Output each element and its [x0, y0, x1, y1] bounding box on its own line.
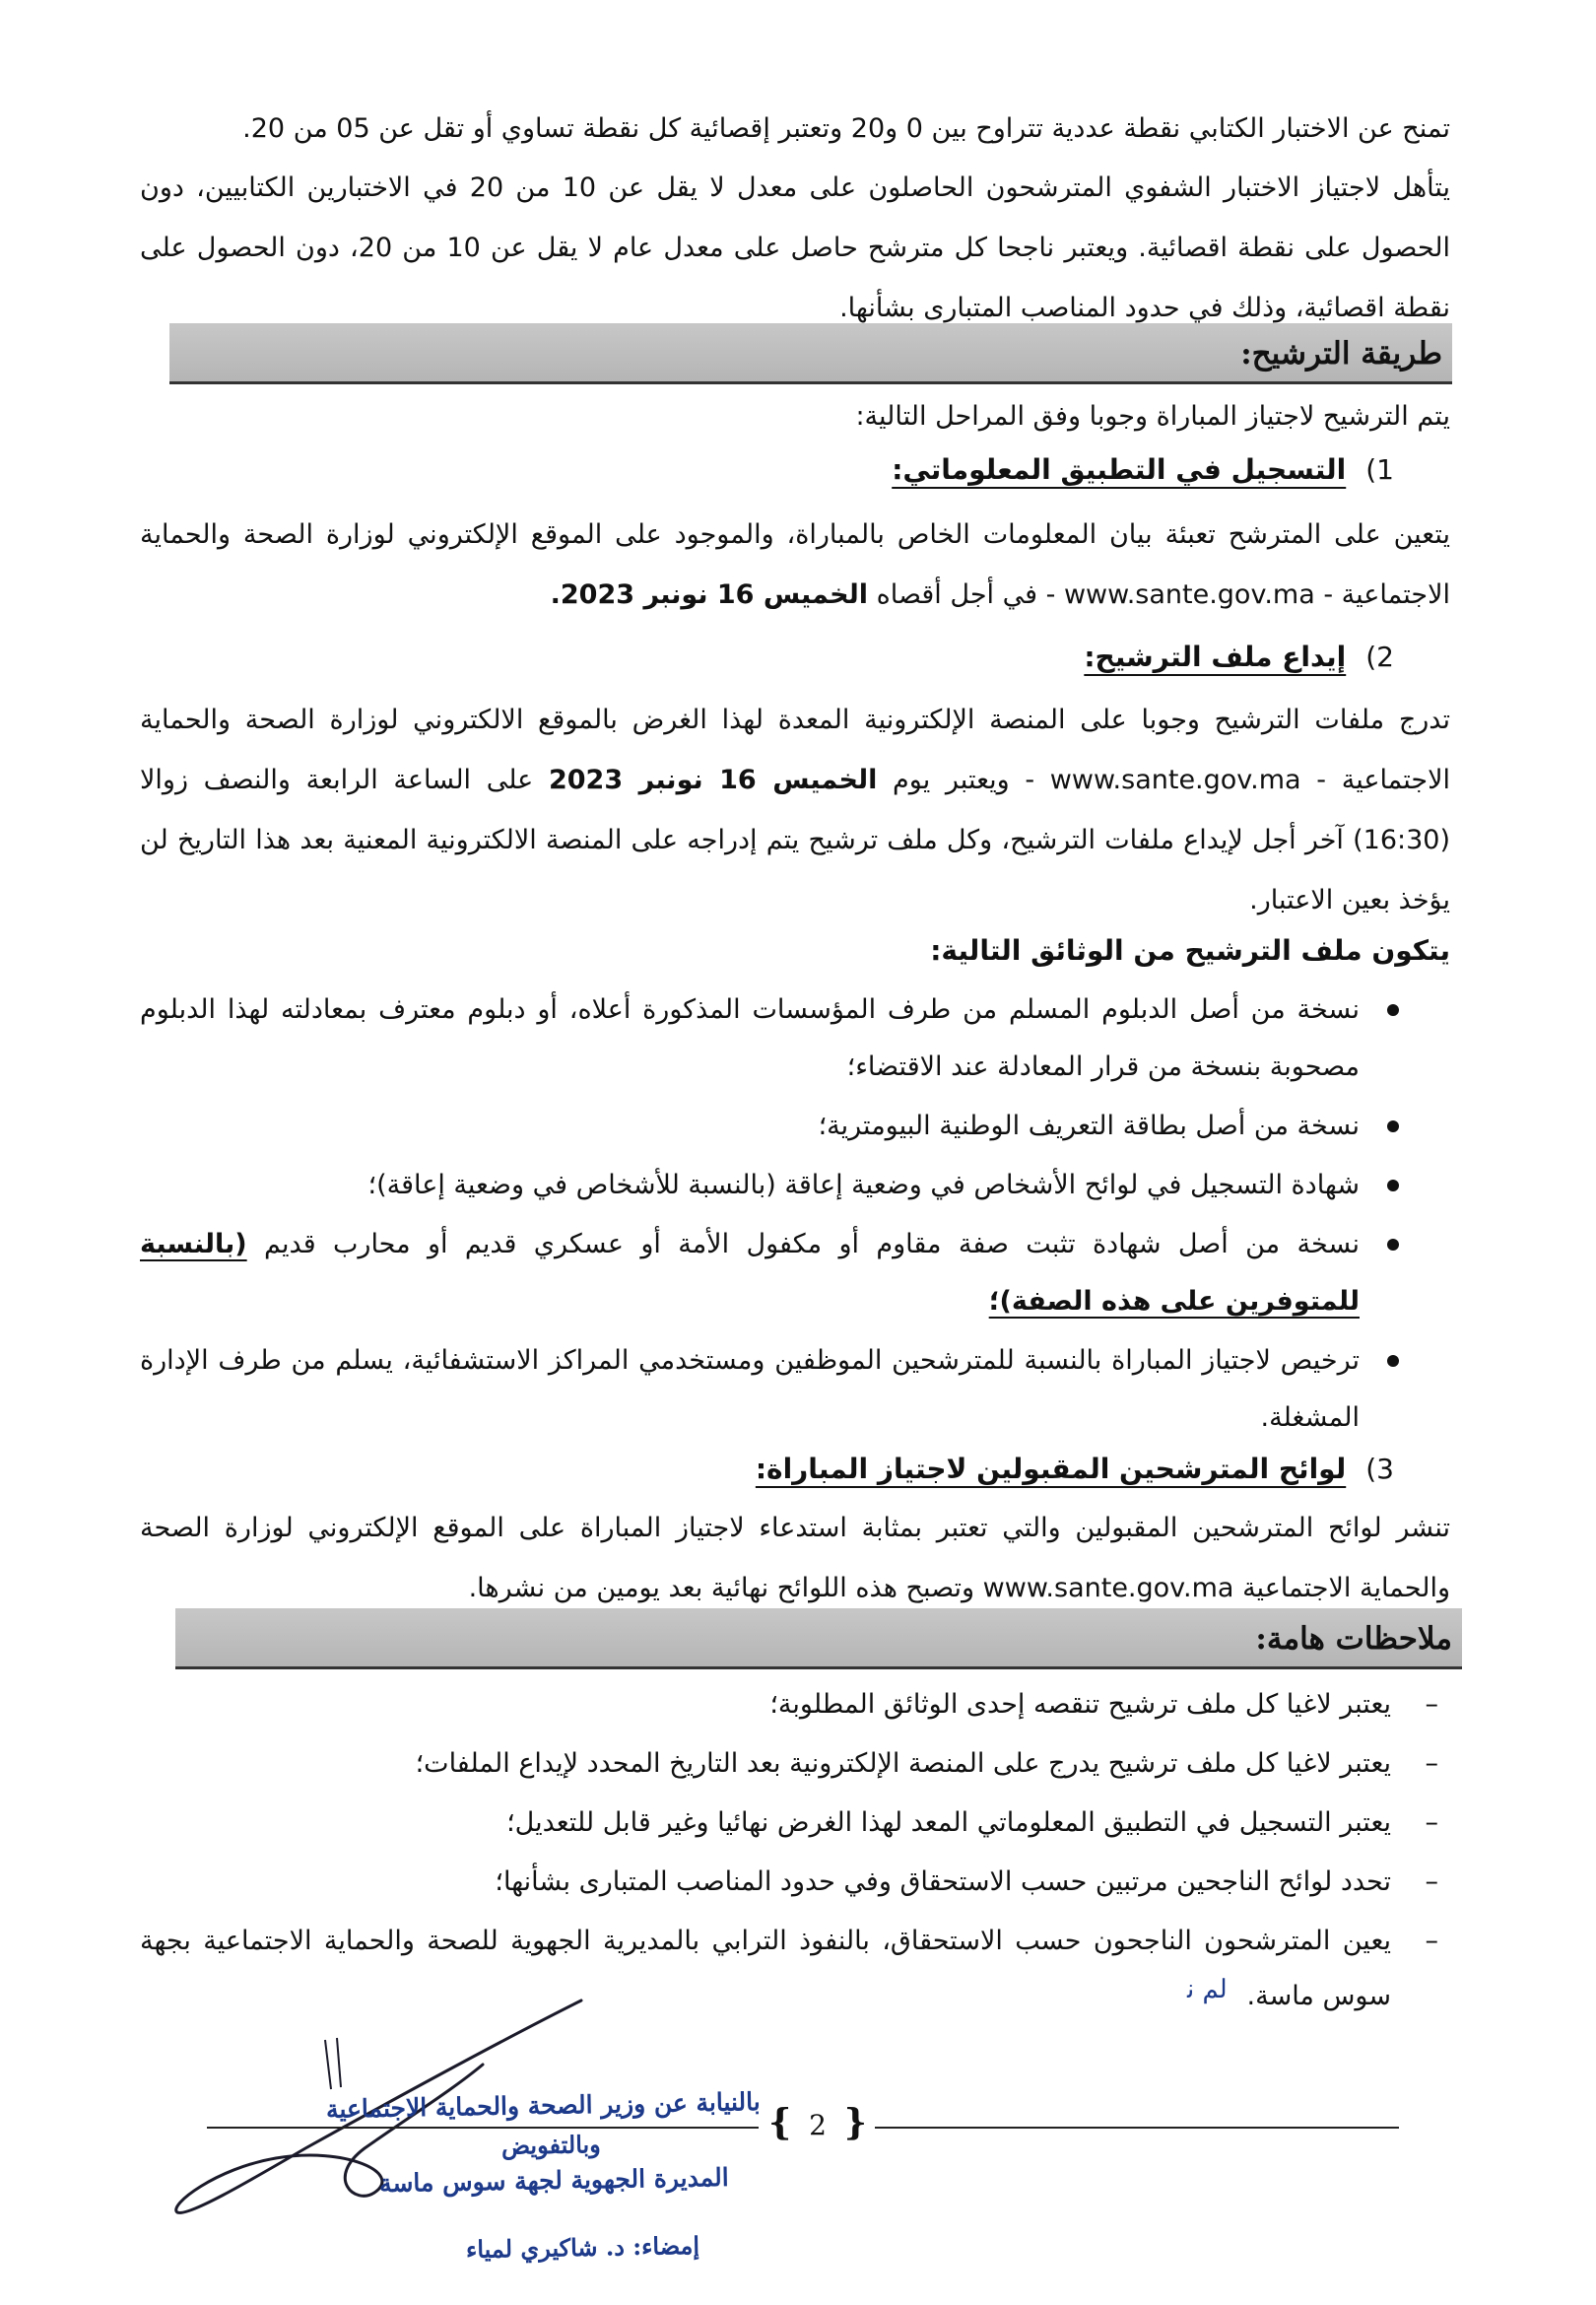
step1-body-b: - في أجل أقصاه [876, 579, 1056, 610]
step3-body-a: تنشر لوائح المترشحين المقبولين والتي تعتبر بمثابة استدعاء لاجتياز المباراة على الموقع الإلكتروني لوزارة الصحة والحماية الاجتماعية [140, 1513, 1450, 1603]
document-item-text: ترخيص لاجتياز المباراة بالنسبة للمترشحين الموظفين ومستخدمي المراكز الاستشفائية، يسلم من طرف الإدارة المشغلة. [140, 1345, 1360, 1433]
step1-number: 1) [1365, 453, 1394, 486]
note-text: يعتبر التسجيل في التطبيق المعلوماتي المعد لهذا الغرض نهائيا وغير قابل للتعديل؛ [506, 1807, 1391, 1838]
intro-p2-text: يتأهل لاجتياز الاختبار الشفوي المترشحون الحاصلون على معدل لا يقل عن 10 من 20 في الاختبارين الكتابيين، دون الحصول على نقطة اقصائية. ويعتبر ناجحا كل مترشح حاصل على معدل عام لا يقل عن 10 من 20، دون الحصول على نقطة اقصائية، وذلك في حدود المناصب المتبارى بشأنها. [140, 172, 1450, 323]
list-item [140, 1332, 1450, 1447]
step2-number: 2) [1365, 641, 1394, 673]
page-number-value: 2 [809, 2109, 827, 2141]
list-item [140, 1855, 1450, 1910]
list-item [140, 1677, 1450, 1732]
list-item [140, 982, 1450, 1096]
step2-url-link[interactable]: www.sante.gov.ma [1049, 765, 1301, 795]
list-item [140, 1736, 1450, 1792]
documents-heading [930, 926, 1450, 976]
bullet-icon [1387, 1239, 1399, 1251]
note-text: يعتبر لاغيا كل ملف ترشيح يدرج على المنصة الإلكترونية بعد التاريخ المحدد لإيداع الملفات؛ [415, 1748, 1391, 1779]
document-item-text: شهادة التسجيل في لوائح الأشخاص في وضعية إعاقة (بالنسبة للأشخاص في وضعية إعاقة)؛ [367, 1170, 1360, 1200]
step3-heading [756, 1445, 1394, 1494]
section-header-important-notes [175, 1608, 1462, 1669]
dash-icon: – [1425, 1689, 1438, 1720]
notes-list [140, 1677, 1450, 2028]
document-item-text: نسخة من أصل بطاقة التعريف الوطنية البيومترية؛ [818, 1111, 1360, 1141]
section-header-candidacy-method [169, 323, 1452, 384]
step1-body-a: يتعين على المترشح تعبئة بيان المعلومات الخاص بالمباراة، والموجود على الموقع الإلكتروني لوزارة الصحة والحماية الاجتماعية - [140, 519, 1450, 610]
section1-lead-text: يتم الترشيح لاجتياز المباراة وجوبا وفق المراحل التالية: [855, 401, 1450, 432]
step2-deadline: الخميس 16 نونبر 2023 [548, 765, 878, 795]
stamp-line-4 [466, 2231, 700, 2264]
page-number: { 2 } [768, 2102, 867, 2143]
dash-icon: – [1425, 1807, 1438, 1838]
step3-body-b: وتصبح هذه اللوائح نهائية بعد يومين من نشرها. [468, 1573, 975, 1603]
footer-rule-right [875, 2127, 1399, 2129]
list-item [140, 1216, 1450, 1330]
dash-icon: – [1425, 1926, 1438, 1956]
bullet-icon [1387, 1180, 1399, 1191]
stamp-line-2 [501, 2130, 601, 2160]
step2-body-c: على الساعة الرابعة والنصف زوالا (16:30) آخر أجل لإيداع ملفات الترشيح، وكل ملف ترشيح يتم إدراجه على المنصة الالكترونية المعنية بعد هذا التاريخ لن يؤخذ بعين الاعتبار. [140, 765, 1450, 915]
section2-title: ملاحظات هامة: [1255, 1621, 1452, 1657]
documents-list [140, 982, 1450, 1449]
step2-body-b: - ويعتبر يوم [893, 765, 1035, 795]
step1-title: التسجيل في التطبيق المعلوماتي: [892, 453, 1347, 486]
stamp-line-3-text: المديرة الجهوية لجهة سوس ماسة [379, 2162, 730, 2199]
step3-number: 3) [1365, 1453, 1394, 1485]
note-text: يعين المترشحون الناجحون حسب الاستحقاق، بالنفوذ الترابي بالمديرية الجهوية للصحة والحماية الاجتماعية بجهة سوس ماسة. [140, 1926, 1391, 2011]
note-text: يعتبر لاغيا كل ملف ترشيح تنقصه إحدى الوثائق المطلوبة؛ [769, 1689, 1391, 1720]
step1-url-link[interactable]: www.sante.gov.ma [1063, 579, 1315, 610]
list-item [140, 1796, 1450, 1851]
step2-paragraph [140, 690, 1450, 930]
dash-icon: – [1425, 1748, 1438, 1779]
bullet-icon [1387, 1004, 1399, 1016]
initials-mark: ﻟﻢ ﻧ [1187, 1975, 1228, 2004]
list-item [140, 1098, 1450, 1155]
stamp-line-1-text: بالنيابة عن وزير الصحة والحماية الاجتماعية [326, 2087, 762, 2124]
bullet-icon [1387, 1120, 1399, 1132]
step1-heading [892, 445, 1394, 495]
step3-url-link[interactable]: www.sante.gov.ma [982, 1573, 1234, 1603]
stamp-line-2-text: وبالتفويض [500, 2130, 602, 2160]
step1-paragraph [140, 505, 1450, 625]
bullet-icon [1387, 1355, 1399, 1367]
candidacy-lead [855, 392, 1450, 441]
document-item-text: نسخة من أصل شهادة تثبت صفة مقاوم أو مكفول الأمة أو عسكري قديم أو محارب قديم [264, 1229, 1360, 1259]
stamp-line-4-text: إمضاء: د. شاكيري لمياء [465, 2230, 700, 2265]
step3-paragraph [140, 1498, 1450, 1618]
stamp-line-3 [379, 2163, 729, 2198]
note-text: تحدد لوائح الناجحين مرتبين حسب الاستحقاق وفي حدود المناصب المتبارى بشأنها؛ [495, 1866, 1391, 1897]
step2-heading [1084, 633, 1394, 682]
step3-title: لوائح المترشحين المقبولين لاجتياز المباراة: [755, 1453, 1347, 1485]
documents-heading-text: يتكون ملف الترشيح من الوثائق التالية: [930, 934, 1450, 967]
step2-title: إيداع ملف الترشيح: [1084, 641, 1347, 673]
intro-paragraph-2 [140, 158, 1450, 338]
list-item [140, 1157, 1450, 1214]
dash-icon: – [1425, 1866, 1438, 1897]
step2-body-a: تدرج ملفات الترشيح وجوبا على المنصة الإلكترونية المعدة لهذا الغرض بالموقع الالكتروني لوزارة الصحة والحماية الاجتماعية - [140, 705, 1451, 795]
section1-title: طريقة الترشيح: [1240, 336, 1442, 372]
document-item-text: نسخة من أصل الدبلوم المسلم من طرف المؤسسات المذكورة أعلاه، أو دبلوم معترف بمعادلته لهذا الدبلوم مصحوبة بنسخة من قرار المعادلة عند الاقتضاء؛ [140, 994, 1360, 1082]
intro-p1-text: تمنح عن الاختبار الكتابي نقطة عددية تتراوح بين 0 و20 وتعتبر إقصائية كل نقطة تساوي أو تقل عن 05 من 20. [242, 113, 1450, 144]
step1-deadline: الخميس 16 نونبر 2023. [550, 579, 868, 610]
footer-rule-left [207, 2127, 759, 2129]
document-item-suffix: (بالنسبة للمتوفرين على هذه الصفة)؛ [140, 1229, 1360, 1317]
intro-paragraph-1 [140, 99, 1450, 159]
